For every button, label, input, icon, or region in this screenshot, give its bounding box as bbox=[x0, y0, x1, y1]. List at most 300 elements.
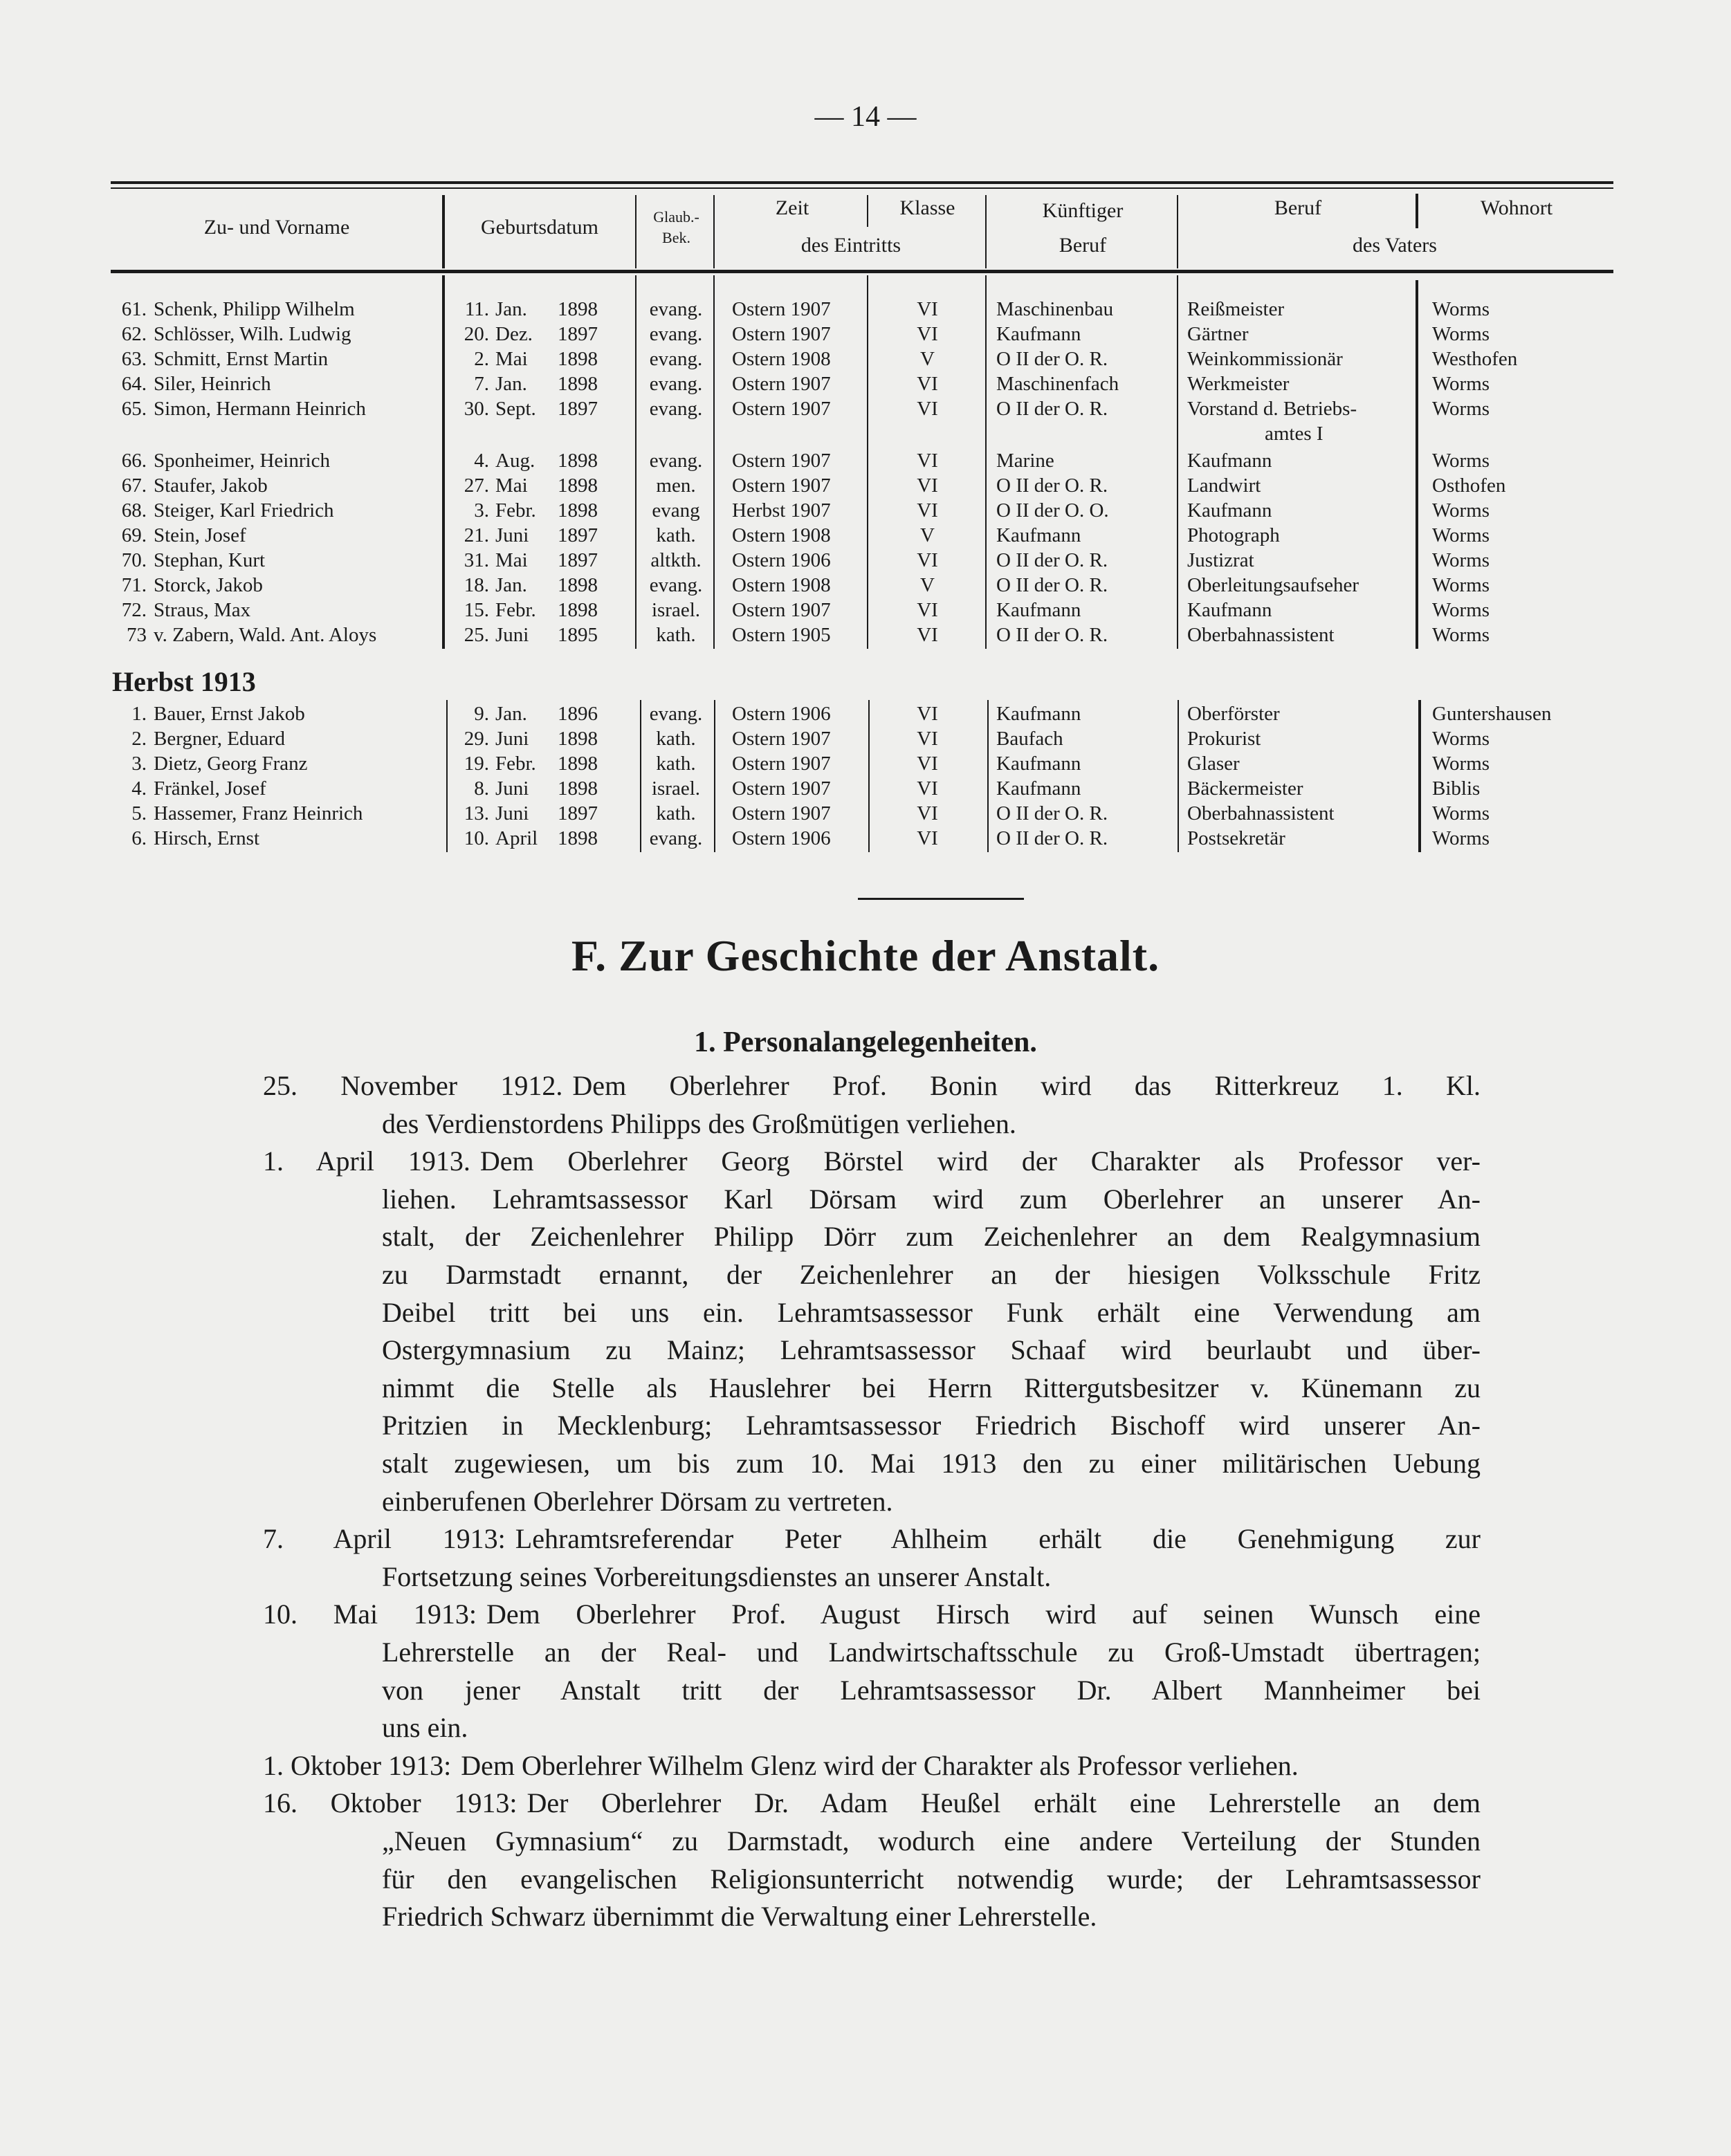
entry-line bbox=[382, 1898, 1481, 1935]
cell-year: 1898 bbox=[558, 450, 598, 472]
table-row bbox=[0, 548, 1731, 573]
entry-line bbox=[263, 1143, 1481, 1180]
cell-day: 29. bbox=[464, 728, 489, 750]
cell-entry: Ostern 1907 bbox=[732, 298, 831, 320]
cell-entry: Ostern 1908 bbox=[732, 574, 831, 596]
cell-name: Hassemer, Franz Heinrich bbox=[154, 802, 363, 824]
cell-entry: Ostern 1906 bbox=[732, 827, 831, 849]
cell-future: O II der O. O. bbox=[996, 499, 1109, 522]
cell-father-job: Vorstand d. Betriebs- bbox=[1187, 398, 1357, 420]
cell-num: 71. bbox=[121, 574, 147, 596]
cell-year: 1897 bbox=[558, 323, 598, 345]
entry-text: Dem Oberlehrer Prof. Bonin wird das Ritterkreuz 1. Kl. bbox=[572, 1070, 1481, 1101]
column-divider bbox=[1416, 194, 1418, 228]
cell-year: 1897 bbox=[558, 524, 598, 546]
cell-name: Simon, Hermann Heinrich bbox=[154, 398, 366, 420]
header-father-sub: des Vaters bbox=[1353, 234, 1437, 257]
cell-future: O II der O. R. bbox=[996, 398, 1108, 420]
cell-residence: Worms bbox=[1432, 599, 1490, 621]
entry-text: uns ein. bbox=[382, 1712, 468, 1744]
entry-line bbox=[382, 1181, 1481, 1218]
cell-father-job: Photograph bbox=[1187, 524, 1280, 546]
entry-date: 7. April 1913: bbox=[263, 1523, 506, 1555]
cell-name: Stephan, Kurt bbox=[154, 549, 266, 571]
cell-entry: Ostern 1907 bbox=[732, 728, 831, 750]
top-rule bbox=[111, 181, 1613, 184]
entry-line bbox=[263, 1596, 1481, 1633]
cell-residence: Worms bbox=[1432, 373, 1490, 395]
cell-future: O II der O. R. bbox=[996, 827, 1108, 849]
cell-future: Kaufmann bbox=[996, 599, 1081, 621]
entry-line bbox=[263, 1747, 1481, 1785]
table-row bbox=[0, 826, 1731, 851]
cell-name: Stein, Josef bbox=[154, 524, 246, 546]
cell-entry: Ostern 1906 bbox=[732, 549, 831, 571]
entry-line bbox=[382, 1709, 1481, 1747]
cell-year: 1898 bbox=[558, 599, 598, 621]
cell-klasse: VI bbox=[917, 728, 938, 750]
page-number: — 14 — bbox=[814, 101, 917, 133]
table-row bbox=[0, 371, 1731, 396]
header-residence: Wohnort bbox=[1480, 196, 1553, 219]
cell-religion: kath. bbox=[656, 753, 696, 775]
cell-father-job: Oberbahnassistent bbox=[1187, 802, 1335, 824]
table-row bbox=[0, 523, 1731, 548]
table-row bbox=[0, 396, 1731, 421]
entry-line bbox=[382, 1294, 1481, 1332]
cell-future: Kaufmann bbox=[996, 703, 1081, 725]
cell-father-job: Glaser bbox=[1187, 753, 1240, 775]
cell-klasse: V bbox=[920, 348, 935, 370]
entry-text: liehen. Lehramtsassessor Karl Dörsam wird zum Oberlehrer an unserer An- bbox=[382, 1183, 1481, 1215]
cell-father-job: Prokurist bbox=[1187, 728, 1261, 750]
cell-name: Hirsch, Ernst bbox=[154, 827, 260, 849]
entry-text: für den evangelischen Religionsunterricht notwendig wurde; der Lehramtsassessor bbox=[382, 1863, 1481, 1895]
cell-klasse: VI bbox=[917, 549, 938, 571]
entry-text: Lehramtsreferendar Peter Ahlheim erhält die Genehmigung zur bbox=[515, 1523, 1481, 1555]
cell-year: 1898 bbox=[558, 777, 598, 800]
cell-residence: Osthofen bbox=[1432, 474, 1506, 497]
cell-religion: evang. bbox=[649, 323, 703, 345]
cell-month: Juni bbox=[495, 624, 529, 646]
table-row bbox=[0, 701, 1731, 726]
cell-year: 1898 bbox=[558, 298, 598, 320]
cell-month: Jan. bbox=[495, 373, 527, 395]
cell-day: 4. bbox=[474, 450, 489, 472]
cell-residence: Worms bbox=[1432, 298, 1490, 320]
cell-year: 1898 bbox=[558, 574, 598, 596]
entry-line bbox=[263, 1520, 1481, 1558]
cell-religion: evang. bbox=[649, 298, 703, 320]
header-entry-time: Zeit bbox=[775, 196, 809, 219]
cell-name: Staufer, Jakob bbox=[154, 474, 268, 497]
cell-name: Steiger, Karl Friedrich bbox=[154, 499, 334, 522]
entry-line bbox=[382, 1823, 1481, 1860]
cell-name: Sponheimer, Heinrich bbox=[154, 450, 330, 472]
table-row bbox=[0, 448, 1731, 473]
entry-text: „Neuen Gymnasium“ zu Darmstadt, wodurch eine andere Verteilung der Stunden bbox=[382, 1825, 1481, 1856]
cell-residence: Worms bbox=[1432, 524, 1490, 546]
cell-future: Marine bbox=[996, 450, 1054, 472]
entry-date: 1. April 1913. bbox=[263, 1145, 470, 1177]
cell-father-job-cont: amtes I bbox=[1265, 423, 1324, 445]
cell-month: Dez. bbox=[495, 323, 533, 345]
cell-residence: Worms bbox=[1432, 753, 1490, 775]
header-entry-class: Klasse bbox=[899, 196, 955, 219]
table-row bbox=[0, 498, 1731, 523]
cell-klasse: VI bbox=[917, 373, 938, 395]
cell-name: Fränkel, Josef bbox=[154, 777, 266, 800]
cell-future: Maschinenfach bbox=[996, 373, 1119, 395]
cell-religion: israel. bbox=[651, 599, 701, 621]
header-entry-sub: des Eintritts bbox=[800, 234, 901, 257]
cell-future: Kaufmann bbox=[996, 323, 1081, 345]
cell-entry: Ostern 1908 bbox=[732, 348, 831, 370]
cell-klasse: VI bbox=[917, 398, 938, 420]
cell-num: 69. bbox=[121, 524, 147, 546]
header-bottom-rule bbox=[111, 270, 1613, 273]
table-row bbox=[0, 726, 1731, 751]
cell-future: O II der O. R. bbox=[996, 549, 1108, 571]
cell-religion: kath. bbox=[656, 728, 696, 750]
cell-day: 2. bbox=[474, 348, 489, 370]
cell-future: Baufach bbox=[996, 728, 1063, 750]
cell-num: 62. bbox=[121, 323, 147, 345]
cell-residence: Biblis bbox=[1432, 777, 1481, 800]
cell-day: 31. bbox=[464, 549, 489, 571]
cell-residence: Worms bbox=[1432, 728, 1490, 750]
cell-month: Mai bbox=[495, 348, 528, 370]
entry-line bbox=[382, 1445, 1481, 1482]
column-divider bbox=[985, 195, 987, 268]
cell-father-job: Justizrat bbox=[1187, 549, 1254, 571]
cell-father-job: Oberleitungsaufseher bbox=[1187, 574, 1359, 596]
table-row bbox=[0, 297, 1731, 322]
cell-entry: Ostern 1907 bbox=[732, 777, 831, 800]
table-row bbox=[0, 751, 1731, 776]
cell-religion: kath. bbox=[656, 802, 696, 824]
entry-text: Lehrerstelle an der Real- und Landwirtschaftsschule zu Groß-Umstadt übertragen; bbox=[382, 1637, 1481, 1668]
entry-text: des Verdienstordens Philipps des Großmütigen verliehen. bbox=[382, 1107, 1016, 1139]
table-row bbox=[0, 573, 1731, 598]
cell-religion: altkth. bbox=[650, 549, 702, 571]
cell-future: O II der O. R. bbox=[996, 624, 1108, 646]
cell-father-job: Oberbahnassistent bbox=[1187, 624, 1335, 646]
cell-num: 65. bbox=[121, 398, 147, 420]
cell-entry: Herbst 1907 bbox=[732, 499, 831, 522]
table-row bbox=[0, 623, 1731, 647]
entry-line bbox=[382, 1483, 1481, 1520]
cell-residence: Guntershausen bbox=[1432, 703, 1552, 725]
section-separator bbox=[858, 898, 1024, 900]
cell-day: 11. bbox=[464, 298, 489, 320]
cell-religion: evang. bbox=[649, 450, 703, 472]
cell-religion: evang. bbox=[649, 348, 703, 370]
cell-month: April bbox=[495, 827, 538, 849]
cell-klasse: VI bbox=[917, 298, 938, 320]
cell-num: 3. bbox=[131, 753, 147, 775]
table-row bbox=[0, 347, 1731, 371]
cell-residence: Worms bbox=[1432, 323, 1490, 345]
entry-text: Der Oberlehrer Dr. Adam Heußel erhält eine Lehrerstelle an dem bbox=[526, 1787, 1481, 1819]
cell-religion: israel. bbox=[651, 777, 701, 800]
cell-day: 3. bbox=[474, 499, 489, 522]
cell-future: Kaufmann bbox=[996, 777, 1081, 800]
entry-text: Dem Oberlehrer Wilhelm Glenz wird der Charakter als Professor verliehen. bbox=[461, 1749, 1299, 1781]
cell-day: 27. bbox=[464, 474, 489, 497]
cell-entry: Ostern 1907 bbox=[732, 398, 831, 420]
cell-num: 73 bbox=[127, 624, 147, 646]
header-name: Zu- und Vorname bbox=[203, 216, 350, 239]
cell-religion: evang. bbox=[649, 574, 703, 596]
cell-year: 1898 bbox=[558, 827, 598, 849]
cell-num: 67. bbox=[121, 474, 147, 497]
cell-year: 1898 bbox=[558, 348, 598, 370]
cell-residence: Worms bbox=[1432, 574, 1490, 596]
cell-religion: kath. bbox=[656, 624, 696, 646]
cell-month: Mai bbox=[495, 549, 528, 571]
section-subtitle: 1. Personalangelegenheiten. bbox=[694, 1026, 1037, 1058]
cell-day: 19. bbox=[464, 753, 489, 775]
cell-num: 2. bbox=[131, 728, 147, 750]
cell-month: Febr. bbox=[495, 599, 536, 621]
cell-entry: Ostern 1907 bbox=[732, 474, 831, 497]
entry-line bbox=[382, 1105, 1481, 1143]
cell-klasse: VI bbox=[917, 474, 938, 497]
cell-num: 4. bbox=[131, 777, 147, 800]
cell-residence: Worms bbox=[1432, 802, 1490, 824]
cell-future: O II der O. R. bbox=[996, 348, 1108, 370]
entry-line bbox=[382, 1370, 1481, 1407]
cell-num: 5. bbox=[131, 802, 147, 824]
entry-line bbox=[382, 1634, 1481, 1671]
section-title: F. Zur Geschichte der Anstalt. bbox=[571, 931, 1160, 980]
entry-date: 25. November 1912. bbox=[263, 1070, 563, 1101]
header-father-job: Beruf bbox=[1274, 196, 1322, 219]
entry-text: Dem Oberlehrer Prof. August Hirsch wird auf seinen Wunsch eine bbox=[486, 1598, 1481, 1630]
cell-year: 1897 bbox=[558, 398, 598, 420]
cell-day: 25. bbox=[464, 624, 489, 646]
entry-line bbox=[263, 1067, 1481, 1105]
cell-residence: Worms bbox=[1432, 549, 1490, 571]
table-row bbox=[0, 322, 1731, 347]
entry-text: zu Darmstadt ernannt, der Zeichenlehrer an der hiesigen Volksschule Fritz bbox=[382, 1259, 1481, 1290]
cell-father-job: Postsekretär bbox=[1187, 827, 1285, 849]
cell-name: Storck, Jakob bbox=[154, 574, 263, 596]
entry-date: 16. Oktober 1913: bbox=[263, 1787, 518, 1819]
cell-name: Schmitt, Ernst Martin bbox=[154, 348, 329, 370]
cell-month: Juni bbox=[495, 777, 529, 800]
cell-klasse: VI bbox=[917, 802, 938, 824]
entry-text: stalt, der Zeichenlehrer Philipp Dörr zum Zeichenlehrer an dem Realgymnasium bbox=[382, 1221, 1481, 1253]
entry-line bbox=[263, 1785, 1481, 1822]
cell-residence: Worms bbox=[1432, 398, 1490, 420]
table-row bbox=[0, 801, 1731, 826]
cell-father-job: Kaufmann bbox=[1187, 499, 1272, 522]
entry-line bbox=[382, 1861, 1481, 1898]
cell-day: 15. bbox=[464, 599, 489, 621]
entry-text: stalt zugewiesen, um bis zum 10. Mai 1913 den zu einer militärischen Uebung bbox=[382, 1448, 1481, 1479]
cell-month: Juni bbox=[495, 728, 529, 750]
cell-num: 6. bbox=[131, 827, 147, 849]
cell-month: Sept. bbox=[495, 398, 536, 420]
cell-entry: Ostern 1907 bbox=[732, 373, 831, 395]
herbst-heading: Herbst 1913 bbox=[112, 666, 256, 697]
cell-residence: Worms bbox=[1432, 827, 1490, 849]
cell-month: Mai bbox=[495, 474, 528, 497]
cell-religion: evang. bbox=[649, 373, 703, 395]
cell-father-job: Bäckermeister bbox=[1187, 777, 1303, 800]
cell-father-job: Weinkommissionär bbox=[1187, 348, 1343, 370]
cell-entry: Ostern 1908 bbox=[732, 524, 831, 546]
header-religion-1: Glaub.- bbox=[653, 208, 699, 225]
cell-day: 21. bbox=[464, 524, 489, 546]
cell-day: 20. bbox=[464, 323, 489, 345]
cell-entry: Ostern 1907 bbox=[732, 323, 831, 345]
cell-month: Jan. bbox=[495, 298, 527, 320]
cell-num: 66. bbox=[121, 450, 147, 472]
cell-entry: Ostern 1907 bbox=[732, 753, 831, 775]
table-row bbox=[0, 776, 1731, 801]
cell-entry: Ostern 1906 bbox=[732, 703, 831, 725]
cell-name: Schenk, Philipp Wilhelm bbox=[154, 298, 355, 320]
cell-residence: Worms bbox=[1432, 499, 1490, 522]
table-row bbox=[0, 598, 1731, 623]
cell-klasse: VI bbox=[917, 599, 938, 621]
cell-klasse: VI bbox=[917, 753, 938, 775]
cell-day: 10. bbox=[464, 827, 489, 849]
cell-year: 1898 bbox=[558, 753, 598, 775]
entry-date: 1. Oktober 1913: bbox=[263, 1749, 452, 1781]
cell-religion: evang bbox=[652, 499, 700, 522]
cell-month: Jan. bbox=[495, 703, 527, 725]
header-birth: Geburtsdatum bbox=[481, 216, 598, 239]
cell-num: 68. bbox=[121, 499, 147, 522]
cell-klasse: VI bbox=[917, 499, 938, 522]
cell-future: O II der O. R. bbox=[996, 474, 1108, 497]
cell-klasse: VI bbox=[917, 323, 938, 345]
cell-klasse: VI bbox=[917, 777, 938, 800]
cell-month: Juni bbox=[495, 802, 529, 824]
cell-entry: Ostern 1907 bbox=[732, 802, 831, 824]
column-divider bbox=[1177, 195, 1178, 268]
entry-text: von jener Anstalt tritt der Lehramtsassessor Dr. Albert Mannheimer bei bbox=[382, 1674, 1481, 1706]
cell-father-job: Landwirt bbox=[1187, 474, 1261, 497]
cell-year: 1895 bbox=[558, 624, 598, 646]
header-religion-2: Bek. bbox=[662, 229, 690, 246]
cell-year: 1897 bbox=[558, 802, 598, 824]
header-future-1: Künftiger bbox=[1042, 199, 1124, 222]
column-divider bbox=[635, 195, 636, 268]
entry-date: 10. Mai 1913: bbox=[263, 1598, 477, 1630]
cell-religion: evang. bbox=[649, 703, 703, 725]
cell-day: 13. bbox=[464, 802, 489, 824]
cell-day: 9. bbox=[474, 703, 489, 725]
cell-entry: Ostern 1907 bbox=[732, 450, 831, 472]
cell-name: v. Zabern, Wald. Ant. Aloys bbox=[154, 624, 377, 646]
cell-name: Schlösser, Wilh. Ludwig bbox=[154, 323, 351, 345]
cell-residence: Worms bbox=[1432, 624, 1490, 646]
cell-klasse: VI bbox=[917, 703, 938, 725]
cell-day: 8. bbox=[474, 777, 489, 800]
cell-klasse: VI bbox=[917, 624, 938, 646]
entry-text: Ostergymnasium zu Mainz; Lehramtsassessor Schaaf wird beurlaubt und über- bbox=[382, 1334, 1481, 1366]
cell-father-job: Werkmeister bbox=[1187, 373, 1290, 395]
cell-month: Aug. bbox=[495, 450, 535, 472]
cell-month: Jan. bbox=[495, 574, 527, 596]
entry-line bbox=[382, 1558, 1481, 1596]
cell-month: Febr. bbox=[495, 499, 536, 522]
cell-name: Straus, Max bbox=[154, 599, 251, 621]
entry-line bbox=[382, 1256, 1481, 1293]
entry-line bbox=[382, 1672, 1481, 1709]
cell-future: O II der O. R. bbox=[996, 574, 1108, 596]
cell-future: O II der O. R. bbox=[996, 802, 1108, 824]
entry-line bbox=[382, 1332, 1481, 1369]
cell-residence: Westhofen bbox=[1432, 348, 1518, 370]
cell-year: 1898 bbox=[558, 728, 598, 750]
entry-line bbox=[382, 1407, 1481, 1444]
entry-text: Dem Oberlehrer Georg Börstel wird der Charakter als Professor ver- bbox=[479, 1145, 1481, 1177]
entry-line bbox=[382, 1218, 1481, 1255]
cell-religion: evang. bbox=[649, 398, 703, 420]
cell-religion: men. bbox=[656, 474, 696, 497]
cell-name: Bauer, Ernst Jakob bbox=[154, 703, 305, 725]
cell-month: Febr. bbox=[495, 753, 536, 775]
cell-name: Dietz, Georg Franz bbox=[154, 753, 308, 775]
cell-father-job: Oberförster bbox=[1187, 703, 1280, 725]
entry-text: Deibel tritt bei uns ein. Lehramtsassessor Funk erhält eine Verwendung am bbox=[382, 1296, 1481, 1328]
cell-num: 61. bbox=[121, 298, 147, 320]
cell-name: Bergner, Eduard bbox=[154, 728, 285, 750]
cell-father-job: Gärtner bbox=[1187, 323, 1249, 345]
cell-year: 1897 bbox=[558, 549, 598, 571]
cell-num: 1. bbox=[131, 703, 147, 725]
entry-text: einberufenen Oberlehrer Dörsam zu vertreten. bbox=[382, 1485, 893, 1517]
cell-klasse: VI bbox=[917, 450, 938, 472]
cell-num: 70. bbox=[121, 549, 147, 571]
cell-year: 1898 bbox=[558, 373, 598, 395]
top-rule-thin bbox=[111, 187, 1613, 189]
entry-text: Pritzien in Mecklenburg; Lehramtsassessor Friedrich Bischoff wird unserer An- bbox=[382, 1410, 1481, 1441]
entry-text: Friedrich Schwarz übernimmt die Verwaltung einer Lehrerstelle. bbox=[382, 1901, 1097, 1933]
cell-num: 64. bbox=[121, 373, 147, 395]
cell-klasse: V bbox=[920, 574, 935, 596]
cell-year: 1898 bbox=[558, 499, 598, 522]
cell-name: Siler, Heinrich bbox=[154, 373, 271, 395]
entry-text: Fortsetzung seines Vorbereitungsdienstes an unserer Anstalt. bbox=[382, 1560, 1052, 1592]
entry-text: nimmt die Stelle als Hauslehrer bei Herrn Rittergutsbesitzer v. Künemann zu bbox=[382, 1372, 1481, 1403]
cell-religion: kath. bbox=[656, 524, 696, 546]
cell-day: 30. bbox=[464, 398, 489, 420]
column-divider bbox=[713, 195, 715, 268]
cell-entry: Ostern 1907 bbox=[732, 599, 831, 621]
header-future-2: Beruf bbox=[1059, 234, 1107, 257]
cell-num: 72. bbox=[121, 599, 147, 621]
cell-year: 1898 bbox=[558, 474, 598, 497]
cell-father-job: Reißmeister bbox=[1187, 298, 1285, 320]
cell-residence: Worms bbox=[1432, 450, 1490, 472]
cell-father-job: Kaufmann bbox=[1187, 450, 1272, 472]
cell-day: 18. bbox=[464, 574, 489, 596]
cell-father-job: Kaufmann bbox=[1187, 599, 1272, 621]
cell-future: Kaufmann bbox=[996, 753, 1081, 775]
cell-future: Kaufmann bbox=[996, 524, 1081, 546]
cell-religion: evang. bbox=[649, 827, 703, 849]
cell-klasse: V bbox=[920, 524, 935, 546]
table-row-continuation bbox=[0, 421, 1731, 446]
cell-month: Juni bbox=[495, 524, 529, 546]
